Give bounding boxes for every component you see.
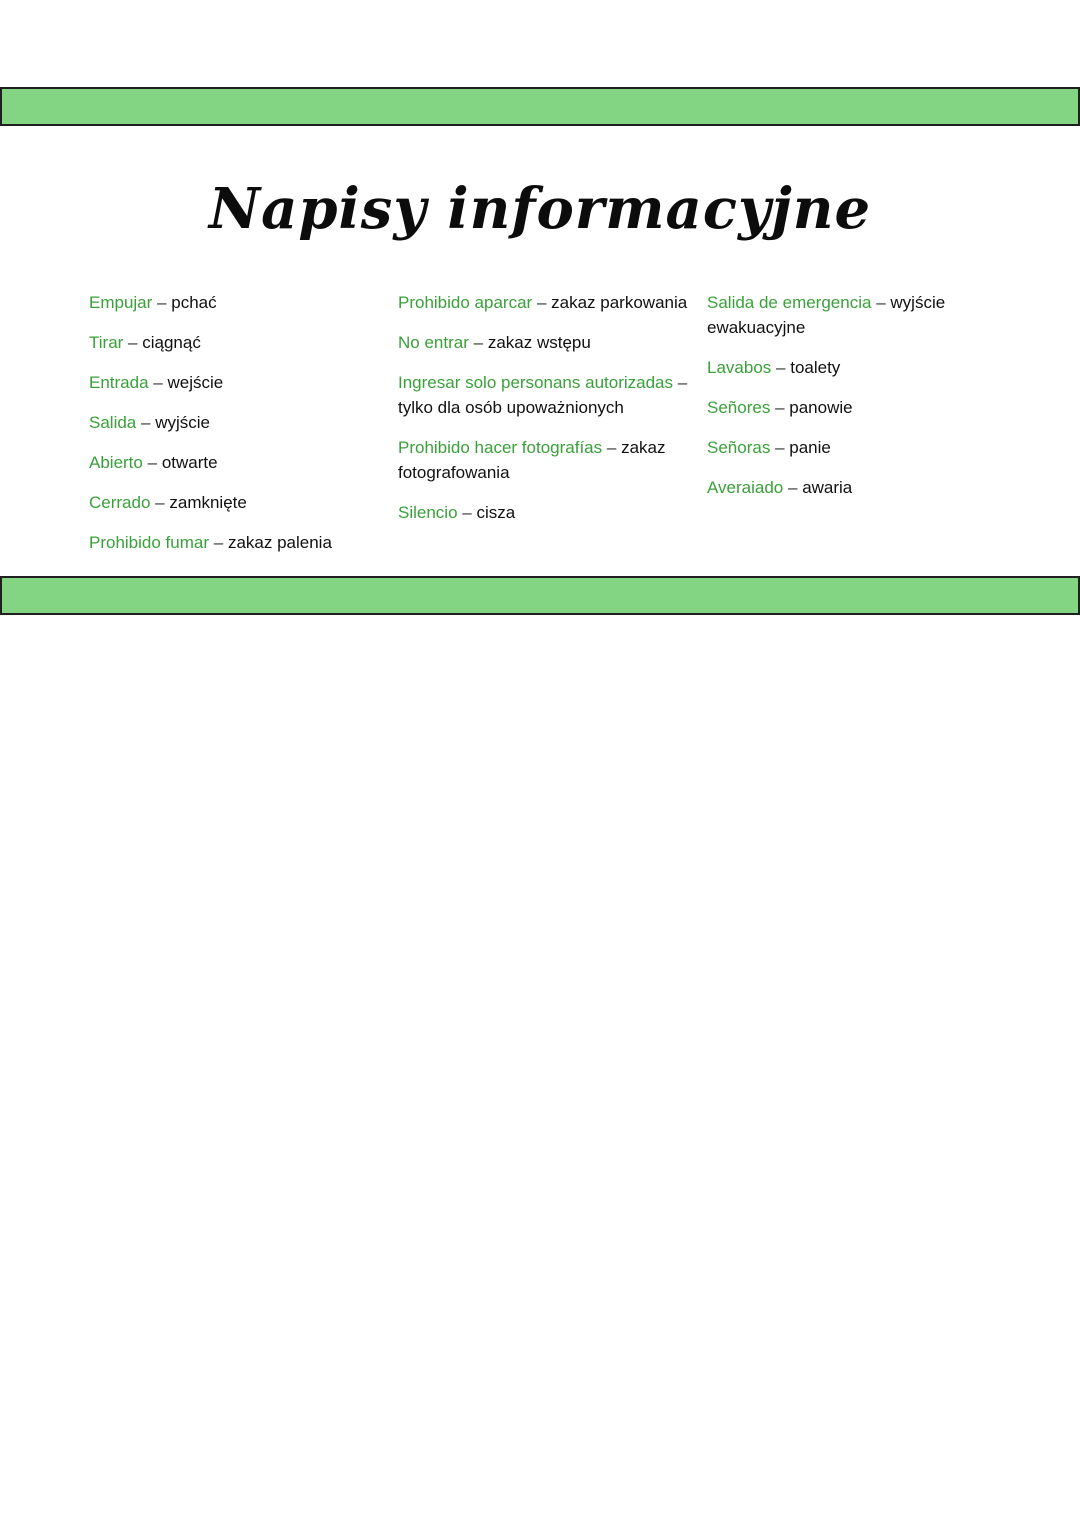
separator: –	[536, 293, 547, 312]
vocab-column-3	[707, 290, 997, 515]
separator: –	[213, 533, 224, 552]
polish-translation: otwarte	[161, 453, 218, 472]
polish-translation: panie	[789, 438, 831, 457]
separator: –	[876, 293, 886, 312]
spanish-term: Salida de emergencia	[707, 293, 872, 312]
spanish-term: Silencio	[398, 503, 458, 522]
spanish-term: Abierto	[89, 453, 143, 472]
polish-translation: wyjście	[155, 413, 210, 432]
vocab-column-1	[89, 290, 379, 570]
vocab-entry	[89, 410, 379, 435]
vocab-entry	[89, 290, 379, 315]
bottom-green-band	[0, 576, 1080, 615]
vocab-entry	[398, 330, 688, 355]
separator: –	[147, 453, 158, 472]
polish-translation: toalety	[790, 358, 841, 377]
spanish-term: Señoras	[707, 438, 771, 457]
spanish-term: Tirar	[89, 333, 124, 352]
vocab-entry	[89, 530, 379, 555]
spanish-term: Prohibido hacer fotografías	[398, 438, 603, 457]
spanish-term: Averaiado	[707, 478, 784, 497]
separator: –	[153, 373, 163, 392]
top-green-band	[0, 87, 1080, 126]
vocab-column-2	[398, 290, 688, 540]
vocab-entry	[398, 435, 688, 485]
spanish-term: Prohibido fumar	[89, 533, 210, 552]
polish-translation: ciągnąć	[142, 333, 201, 352]
polish-translation: zakaz fotografowania	[398, 438, 666, 482]
polish-translation: wyjście ewakuacyjne	[707, 293, 946, 337]
vocab-entry	[707, 355, 997, 380]
polish-translation: zakaz wstępu	[487, 333, 591, 352]
spanish-term: No entrar	[398, 333, 469, 352]
vocab-entry	[707, 475, 997, 500]
polish-translation: zamknięte	[169, 493, 247, 512]
separator: –	[128, 333, 138, 352]
vocab-entry	[398, 500, 688, 525]
vocab-entry	[89, 490, 379, 515]
polish-translation: awaria	[802, 478, 853, 497]
spanish-term: Entrada	[89, 373, 149, 392]
separator: –	[787, 478, 798, 497]
separator: –	[462, 503, 472, 522]
polish-translation: cisza	[476, 503, 516, 522]
spanish-term: Lavabos	[707, 358, 772, 377]
spanish-term: Prohibido aparcar	[398, 293, 533, 312]
vocab-entry	[89, 330, 379, 355]
separator: –	[141, 413, 151, 432]
vocab-entry	[89, 450, 379, 475]
separator: –	[677, 373, 688, 392]
polish-translation: pchać	[171, 293, 217, 312]
separator: –	[606, 438, 617, 457]
vocab-entry	[707, 435, 997, 460]
polish-translation: panowie	[789, 398, 853, 417]
spanish-term: Ingresar solo personans autorizadas	[398, 373, 673, 392]
separator: –	[775, 438, 785, 457]
spanish-term: Empujar	[89, 293, 153, 312]
separator: –	[775, 398, 785, 417]
page-title: Napisy informacyjne	[208, 175, 872, 242]
polish-translation: zakaz parkowania	[551, 293, 688, 312]
vocab-entry	[707, 290, 997, 340]
separator: –	[155, 493, 165, 512]
spanish-term: Señores	[707, 398, 771, 417]
polish-translation: wejście	[167, 373, 224, 392]
vocab-entry	[707, 395, 997, 420]
separator: –	[776, 358, 786, 377]
vocab-entry	[89, 370, 379, 395]
spanish-term: Cerrado	[89, 493, 151, 512]
separator: –	[473, 333, 484, 352]
spanish-term: Salida	[89, 413, 137, 432]
polish-translation: zakaz palenia	[227, 533, 332, 552]
vocab-entry	[398, 370, 688, 420]
separator: –	[157, 293, 167, 312]
vocab-entry	[398, 290, 688, 315]
polish-translation: tylko dla osób upoważnionych	[398, 398, 624, 417]
